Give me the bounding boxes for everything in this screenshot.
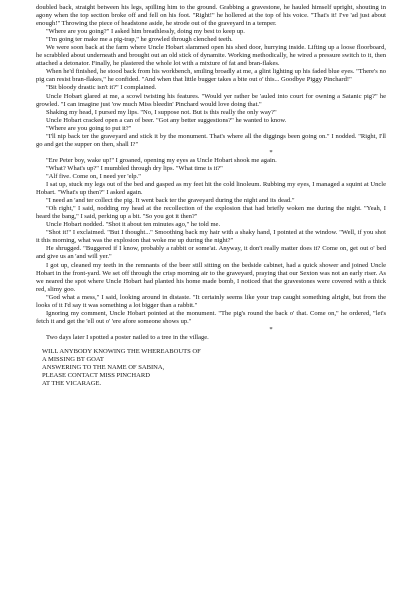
paragraph: I sat up, stuck my legs out of the bed and gasped as my feet hit the cold linoleum. Rubbing my eyes, I managed a squint at Uncle Hobart. "What's up then?" I asked again. — [36, 181, 386, 197]
paragraph: "Alf five. Come on, I need yer 'elp." — [46, 172, 141, 180]
story-section-3 — [36, 334, 386, 342]
paragraph: I got up, cleaned my teeth in the remnants of the beer still sitting on the bedside cabinet, had a quick shower and joined Uncle Hobart in the front-yard. We set off through the crisp morning air to the graveyard, praying that our Sexton was not an early riser. As we neared the spot where Uncle Hobart had planted his home made bomb, I noticed that the gravestones were covered with a thick red, slimy goo. — [36, 261, 386, 293]
paragraph: "I'll nip back ter the graveyard and stick it by the monument. That's where all the diggings been going on." I nodded. "Right, I'll go and get the supper on then, shall I?" — [36, 132, 386, 148]
section-separator: * — [269, 325, 273, 333]
story-section-2 — [36, 157, 386, 326]
paragraph: Uncle Hobart nodded. "Shot it about ten minutes ago," he told me. — [46, 221, 221, 229]
paragraph: "I need an 'and ter collect the pig. It went back ter the graveyard during the night and its dead." — [46, 197, 295, 205]
paragraph: He shrugged. "Buggered if I know, probably a rabbit or some'at. Anyway, it don't really matter does it? Come on, get out o' bed and give us an 'and will yer." — [36, 245, 386, 261]
notice-line: PLEASE CONTACT MISS PINCHARD — [42, 372, 150, 380]
paragraph: When he'd finished, he stood back from his workbench, smiling broadly at me, a glint lighting up his faded blue eyes. "There's no pig can resist bran-flakes," he confided. "And when that little bugger takes a bite out o' this... Goodbye Piggy Pinchard!" — [36, 68, 386, 84]
paragraph: doubled back, straight between his legs, spilling him to the ground. Grabbing a gravestone, he hauled himself upright, shouting in agony when the top section broke off and fell on his foot. "Right!" he hollered at the top of his voice. "That's it! I've 'ad just about enough!" Throwing the piece of headstone aside, he strode out of the graveyard in a temper. — [36, 4, 386, 28]
paragraph: "Ere Peter boy, wake up!" I groaned, opening my eyes as Uncle Hobart shook me again. — [46, 156, 277, 164]
paragraph: "Where are you going to put it?" — [46, 124, 132, 132]
paragraph: We were soon back at the farm where Uncle Hobart slammed open his shed door, hurrying inside. Lifting up a loose floorboard, he scrabbled about underneath and brought out an old stick of dynamite. Working methodically, he wired a pressure switch to it, then attached a detonator. Finally, he plastered the whole lot with a mixture of fat and bran-flakes. — [36, 44, 386, 68]
paragraph: Shaking my head, I pursed my lips. "No, I suppose not. But is this really the only way?" — [46, 108, 277, 116]
paragraph: "Shot it!" I exclaimed. "But I thought..." Smoothing back my hair with a shaky hand, I pointed at the window. "Well, if you shot it this morning, what was the explosion that woke me up during the night?" — [36, 229, 386, 245]
paragraph: "Bit bloody drastic isn't it?" I complained. — [46, 84, 157, 92]
paragraph: Uncle Hobart cracked open a can of beer. "Got any better suggestions?" he wanted to know. — [46, 116, 287, 124]
notice-line: AT THE VICARAGE. — [42, 380, 102, 388]
story-section-1 — [36, 4, 386, 149]
notice-line: ANSWERING TO THE NAME OF SABINA, — [42, 364, 165, 372]
paragraph: Two days later I spotted a poster nailed to a tree in the village. — [46, 333, 209, 341]
paragraph: "Where are you going?" I asked him breathlessly, doing my best to keep up. — [46, 28, 245, 36]
paragraph: Uncle Hobart glared at me, a scowl twisting his features. "Would yer rather be 'auled into court for owning a Satanic pig?" he growled. "I can imagine just 'ow much Miss bleedin' Pinchard would love doing that." — [36, 92, 386, 108]
paragraph: "I'm going ter make me a pig-trap," he growled through clenched teeth. — [46, 36, 233, 44]
document-page — [36, 4, 386, 388]
paragraph: "What? What's up?" I mumbled through dry lips. "What time is it?" — [46, 164, 223, 172]
notice-line: WILL ANYBODY KNOWING THE WHEREABOUTS OF — [42, 347, 201, 355]
section-separator: * — [269, 148, 273, 156]
paragraph: Ignoring my comment, Uncle Hobart pointed at the monument. "The pig's round the back o' that. Come on," he ordered, "let's fetch it and get the 'ell out o' 'ere afore someone shows up." — [36, 309, 386, 325]
village-poster-notice — [36, 348, 386, 388]
paragraph: "Oh right," I said, nodding my head at the recollection of the explosion that had briefly woken me during the night. "Yeah, I heard the bang," I said, perking up a bit. "So you got it then?" — [36, 205, 386, 221]
paragraph: "God what a mess," I said, looking around in distaste. "It certainly seems like your trap caught something alright, but from the looks of it I'd say it was something a lot bigger than a rabbit." — [36, 293, 386, 309]
notice-line: A MISSING BT GOAT — [42, 356, 104, 364]
